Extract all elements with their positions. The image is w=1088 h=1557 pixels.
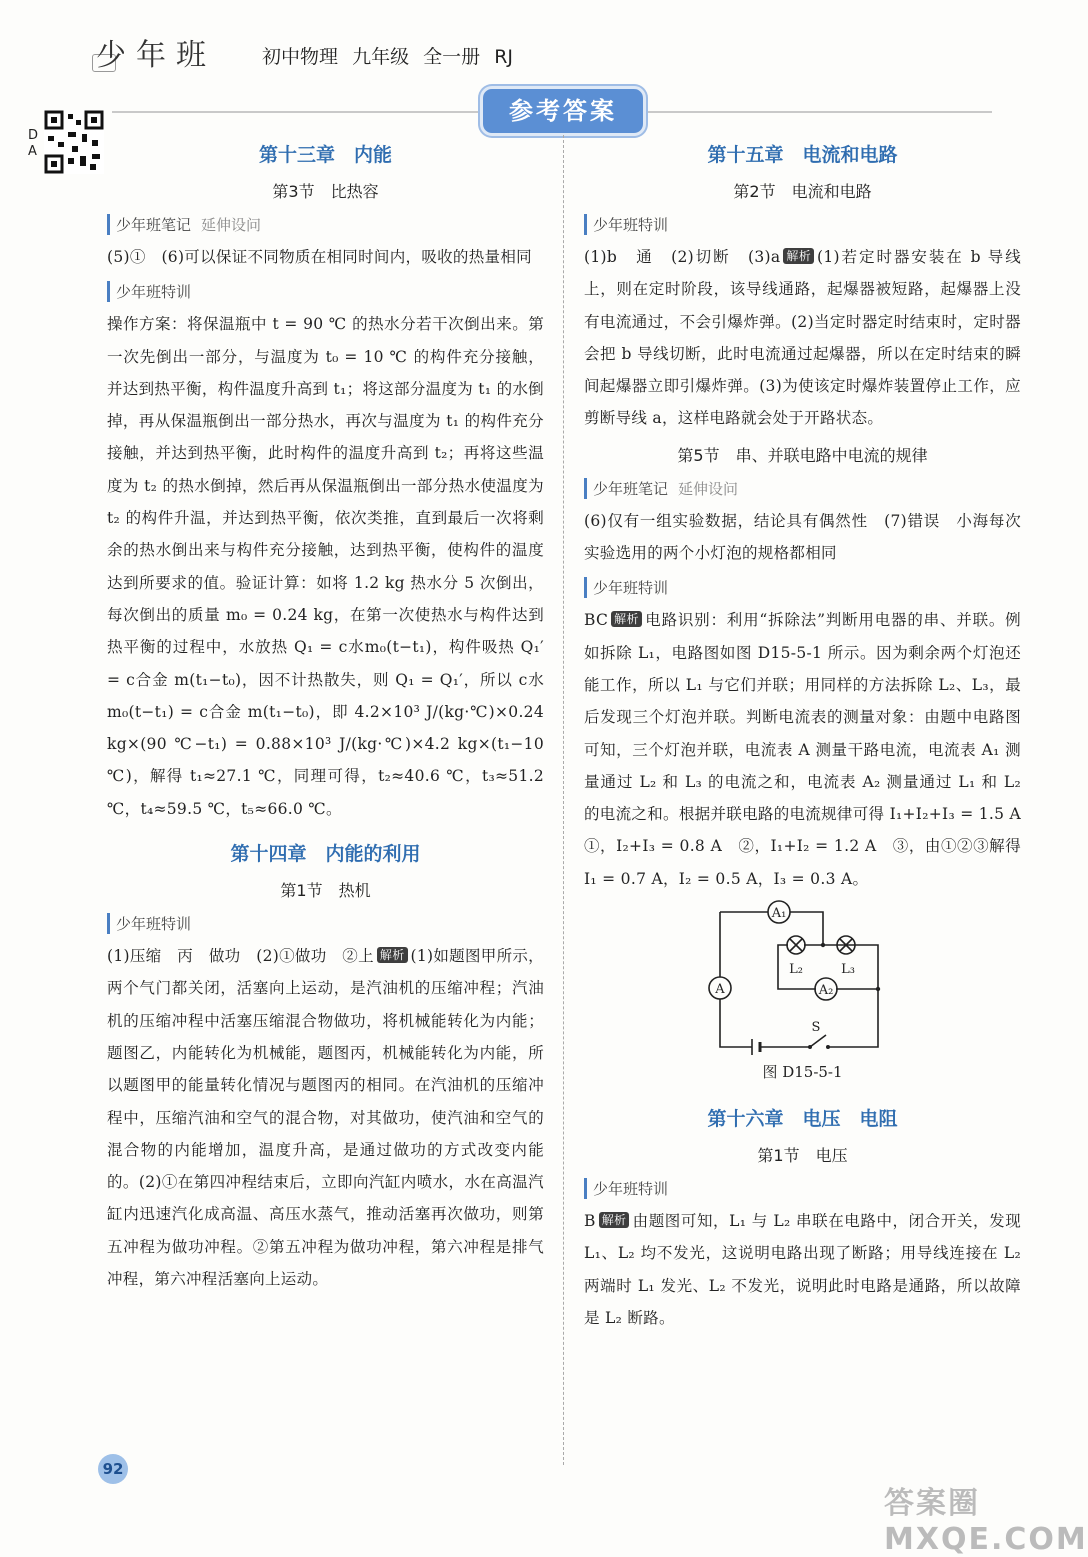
page-header <box>0 0 1066 90</box>
chapter-13-title: 第十三章 内能 <box>258 144 392 166</box>
watermark: 答案圈 MXQE.COM <box>884 1486 1088 1557</box>
section-1-answer-block <box>107 940 544 1295</box>
figure-caption: 图 D15-5-1 <box>762 1063 843 1082</box>
notes-tag-label: 少年班笔记 <box>116 216 192 234</box>
ammeter-a-label: A <box>714 982 725 998</box>
section-5-answer: BC <box>584 611 609 630</box>
analysis-badge: 解析 <box>377 947 408 963</box>
section-1-title: 第1节 热机 <box>280 881 371 901</box>
section-16-1-title: 第1节 电压 <box>757 1146 848 1166</box>
notes-tag-sub-2: 延伸设问 <box>678 479 739 498</box>
section-3-training: 操作方案：将保温瓶中 t = 90 ℃ 的热水分若干次倒出来。第一次先倒出一部分，与温度为 t₀ = 10 ℃ 的构件充分接触，并达到热平衡，构件温度升高到 t₁；将这部分温度为 t₁ 的水倒掉，再从保温瓶倒出一部分热水，再次与温度为 t₁ 的构件充分接触，并达到热平衡，此时构件的温度升高到 t₂；再将这些温度为 t₂ 的热水倒掉，然后再从保温瓶倒出一部分热水使温度为 t₂ 的构件升温，并达到热平衡，依次类推，直到最后一次将剩余的热水倒出来与构件充分接触，达到热平衡，使构件的温度达到所要求的值。验证计算：如将 1.2 kg 热水分 5 次倒出，每次倒出的质量 m₀ = 0.24 kg，在第一次使热水与构件达到热平衡的过程中，水放热 Q₁ = c水m₀(t−t₁)，构件吸热 Q₁′ = c合金 m(t₁−t₀)，因不计热散失，则 Q₁ = Q₁′，所以 c水m₀(t−t₁) = c合金 m(t₁−t₀)，即 4.2×10³ J/(kg·℃)×0.24 kg×(90 ℃−t₁) = 0.88×10³ J/(kg·℃)×4.2 kg×(t₁−10 ℃)，解得 t₁≈27.1 ℃，同理可得，t₂≈40.6 ℃，t₃≈51.2 ℃，t₄≈59.5 ℃，t₅≈66.0 ℃。 <box>107 315 544 818</box>
analysis-badge-2: 解析 <box>783 248 814 264</box>
section-1-analysis: (1)如题图甲所示，两个气门都关闭，活塞向上运动，是汽油机的压缩冲程；汽油机的压缩冲程中活塞压缩混合物做功，将机械能转化为内能；题图乙，内能转化为机械能，题图丙，机械能转化为内能，所以题图甲的能量转化情况与题图丙的相同。在汽油机的压缩冲程中，压缩汽油和空气的混合物，对其做功，使汽油和空气的混合物的内能增加，温度升高，是通过做功的方式改变内能的。(2)①在第四冲程结束后，立即向汽缸内喷水，水在高温汽缸内迅速汽化成高温、高压水蒸气，推动活塞再次做功，则第五冲程为做功冲程。②第五冲程为做功冲程，第六冲程是排气冲程，第六冲程活塞向上运动。 <box>107 947 544 1289</box>
left-column <box>107 132 544 1295</box>
analysis-badge-4: 解析 <box>599 1212 630 1228</box>
brand-logo: 少年班 <box>96 38 216 73</box>
section-5-title: 第5节 串、并联电路中电流的规律 <box>677 445 928 465</box>
circuit-diagram <box>708 907 898 1057</box>
section-3-title: 第3节 比热容 <box>272 182 379 201</box>
section-2-answer: (1)b 通 (2)切断 (3)a <box>584 248 781 266</box>
qr-code-icon[interactable] <box>44 110 104 174</box>
column-divider <box>563 135 564 1465</box>
ammeter-a2-label: A₂ <box>818 983 833 999</box>
analysis-badge-3: 解析 <box>611 611 642 627</box>
lamp-l2-label: L₂ <box>788 962 803 978</box>
page-number: 92 <box>98 1454 128 1484</box>
right-column <box>584 132 1037 1334</box>
training-tag-5: 少年班特训 <box>584 1178 1021 1199</box>
training-tag-2: 少年班特训 <box>107 913 544 934</box>
section-5-answer-block <box>584 604 1037 895</box>
section-2-title: 第2节 电流和电路 <box>733 182 872 201</box>
qr-label: D A <box>28 128 39 159</box>
training-tag: 少年班特训 <box>107 281 544 302</box>
section-16-1-answer-block <box>584 1205 1021 1334</box>
section-2-analysis: (1)若定时器安装在 b 导线上，则在定时阶段，该导线通路，起爆器被短路，起爆器上没有电流通过，不会引爆炸弹。(2)当定时器定时结束时，定时器会把 b 导线切断，此时电流通过起爆器，所以在定时结束的瞬间起爆器立即引爆炸弹。(3)为使该定时爆炸装置停止工作，应剪断导线 a，这样电路就会处于开路状态。 <box>584 248 1021 428</box>
lamp-l3-label: L₃ <box>840 962 855 978</box>
section-3-notes: (5)① (6)可以保证不同物质在相同时间内，吸收的热量相同 <box>107 248 532 266</box>
section-2-answer-block <box>584 241 1021 435</box>
volume-label: 全一册 <box>423 46 481 68</box>
notes-tag <box>107 214 544 235</box>
grade-label: 九年级 <box>352 46 410 68</box>
section-5-notes: (6)仅有一组实验数据，结论具有偶然性 (7)错误 小海每次实验选用的两个小灯泡的规格都相同 <box>584 511 1021 563</box>
chapter-16-title: 第十六章 电压 电阻 <box>707 1108 898 1131</box>
subject-label: 初中物理 <box>262 46 339 68</box>
book-info <box>262 42 513 69</box>
notes-tag-label-2: 少年班笔记 <box>593 479 669 498</box>
section-16-1-analysis: 由题图可知，L₁ 与 L₂ 串联在电路中，闭合开关，发现 L₁、L₂ 均不发光，这说明电路出现了断路；用导线连接在 L₂ 两端时 L₁ 发光、L₂ 不发光，说明此时电路是通路，所以故障是 L₂ 断路。 <box>584 1212 1021 1327</box>
section-16-1-answer: B <box>584 1212 596 1231</box>
notes-tag-sub: 延伸设问 <box>201 216 262 234</box>
section-5-analysis: 电路识别：利用“拆除法”判断用电器的串、并联。例如拆除 L₁，电路图如图 D15-5-1 所示。因为剩余两个灯泡还能工作，所以 L₁ 与它们并联；用同样的方法拆除 L₂、L₃，最后发现三个灯泡并联。判断电流表的测量对象：由题中电路图可知，三个灯泡并联，电流表 A 测量干路电流，电流表 A₁ 测量通过 L₂ 和 L₃ 的电流之和，电流表 A₂ 测量通过 L₁ 和 L₂ 的电流之和。根据并联电路的电流规律可得 I₁+I₂+I₃ = 1.5 A ①，I₂+I₃ = 0.8 A ②，I₁+I₂ = 1.2 A ③，由①②③解得 I₁ = 0.7 A，I₂ = 0.5 A，I₃ = 0.3 A。 <box>584 611 1037 888</box>
ammeter-a1-label: A₁ <box>771 906 786 922</box>
edition-label: RJ <box>494 46 513 68</box>
chapter-15-title: 第十五章 电流和电路 <box>707 144 898 166</box>
training-tag-3: 少年班特训 <box>584 214 1021 235</box>
answer-banner: 参考答案 <box>480 86 646 136</box>
switch-s-label: S <box>811 1020 820 1036</box>
chapter-14-title: 第十四章 内能的利用 <box>230 843 421 866</box>
section-1-answer: (1)压缩 丙 做功 (2)①做功 ②上 <box>107 947 374 966</box>
notes-tag-2 <box>584 478 1021 499</box>
training-tag-4: 少年班特训 <box>584 577 1021 598</box>
